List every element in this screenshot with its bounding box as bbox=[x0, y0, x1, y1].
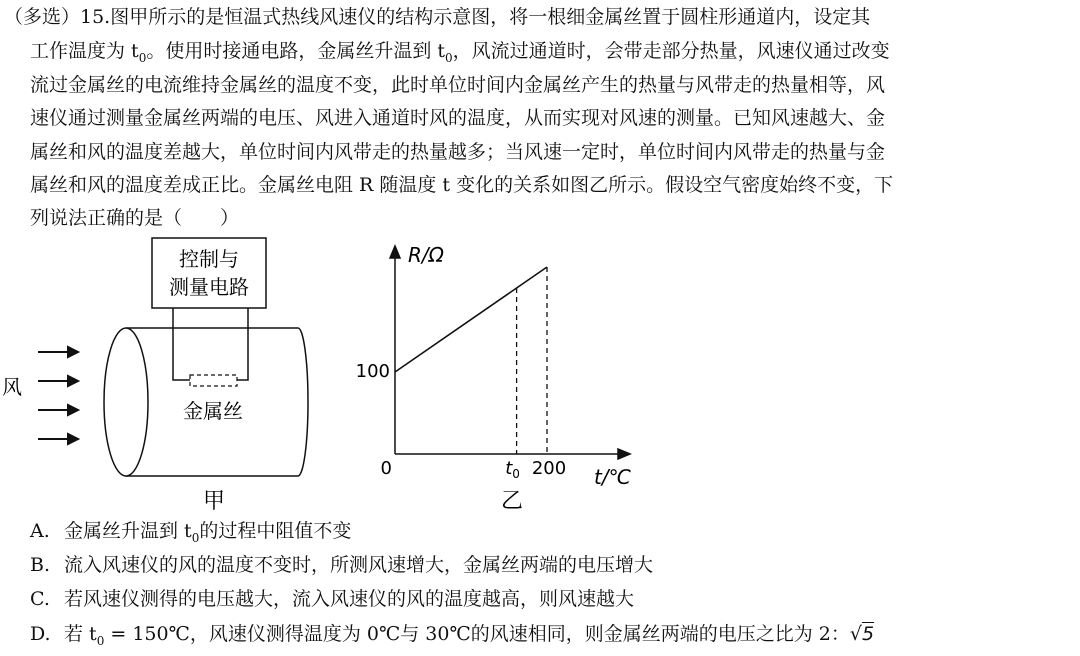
question-line-4: 速仪通过测量金属丝两端的电压、风进入通道时风的温度，从而实现对风速的测量。已知风速越大、金 bbox=[30, 107, 886, 129]
origin-label: 0 bbox=[380, 458, 392, 479]
wind-label: 风 bbox=[2, 375, 22, 399]
figure-a-diagram bbox=[0, 232, 330, 522]
cylinder-front-end bbox=[104, 328, 148, 476]
option-b[interactable]: B. 流入风速仪的风的温度不变时，所测风速增大，金属丝两端的电压增大 bbox=[30, 554, 654, 576]
option-c[interactable]: C. 若风速仪测得的电压越大，流入风速仪的风的温度越高，则风速越大 bbox=[30, 588, 635, 610]
x-tick-label-200: 200 bbox=[531, 458, 567, 479]
wind-arrows bbox=[38, 347, 78, 444]
y-axis-label: R/Ω bbox=[408, 243, 444, 267]
cylinder-back-end bbox=[298, 328, 308, 476]
x-tick-label-t0: $t_0$ bbox=[505, 458, 520, 481]
question-line-1: （多选）15.图甲所示的是恒温式热线风速仪的结构示意图，将一根细金属丝置于圆柱形通道内，设定其 bbox=[4, 6, 871, 28]
figure-b-caption: 乙 bbox=[500, 489, 524, 514]
r-t-series-line bbox=[395, 267, 547, 372]
option-d[interactable]: D. 若 $t_0$ = 150℃，风速仪测得温度为 0℃与 30℃的风速相同，则金属丝两端的电压之比为 2：√5 bbox=[30, 619, 874, 656]
question-line-2: 工作温度为 $t_0$。使用时接通电路，金属丝升温到 $t_0$，风流过通道时，会带走部分热量，风速仪通过改变 bbox=[30, 40, 890, 65]
metal-wire bbox=[190, 375, 237, 386]
figure-b-chart bbox=[340, 232, 640, 522]
control-box-label-2: 测量电路 bbox=[169, 275, 249, 299]
option-a[interactable]: A. 金属丝升温到 $t_0$的过程中阻值不变 bbox=[30, 520, 352, 545]
chart-axes bbox=[390, 246, 630, 459]
question-line-3: 流过金属丝的电流维持金属丝的温度不变，此时单位时间内金属丝产生的热量与风带走的热量相等，风 bbox=[30, 74, 886, 96]
control-box-label-1: 控制与 bbox=[179, 247, 239, 271]
question-tag: （多选）15. bbox=[4, 6, 111, 28]
y-tick-label-100: 100 bbox=[355, 361, 390, 382]
question-line-5: 属丝和风的温度差越大，单位时间内风带走的热量越多；当风速一定时，单位时间内风带走的热量与金 bbox=[30, 141, 886, 163]
metal-wire-label: 金属丝 bbox=[183, 399, 243, 423]
sqrt-expression: √5 bbox=[849, 623, 875, 645]
figure-a-caption: 甲 bbox=[202, 489, 226, 514]
question-line-7: 列说法正确的是（ ） bbox=[30, 207, 240, 229]
lead-wires bbox=[173, 308, 248, 380]
question-line-6: 属丝和风的温度差成正比。金属丝电阻 R 随温度 t 变化的关系如图乙所示。假设空气密度始终不变，下 bbox=[30, 174, 894, 196]
x-axis-label: t/℃ bbox=[594, 465, 632, 489]
